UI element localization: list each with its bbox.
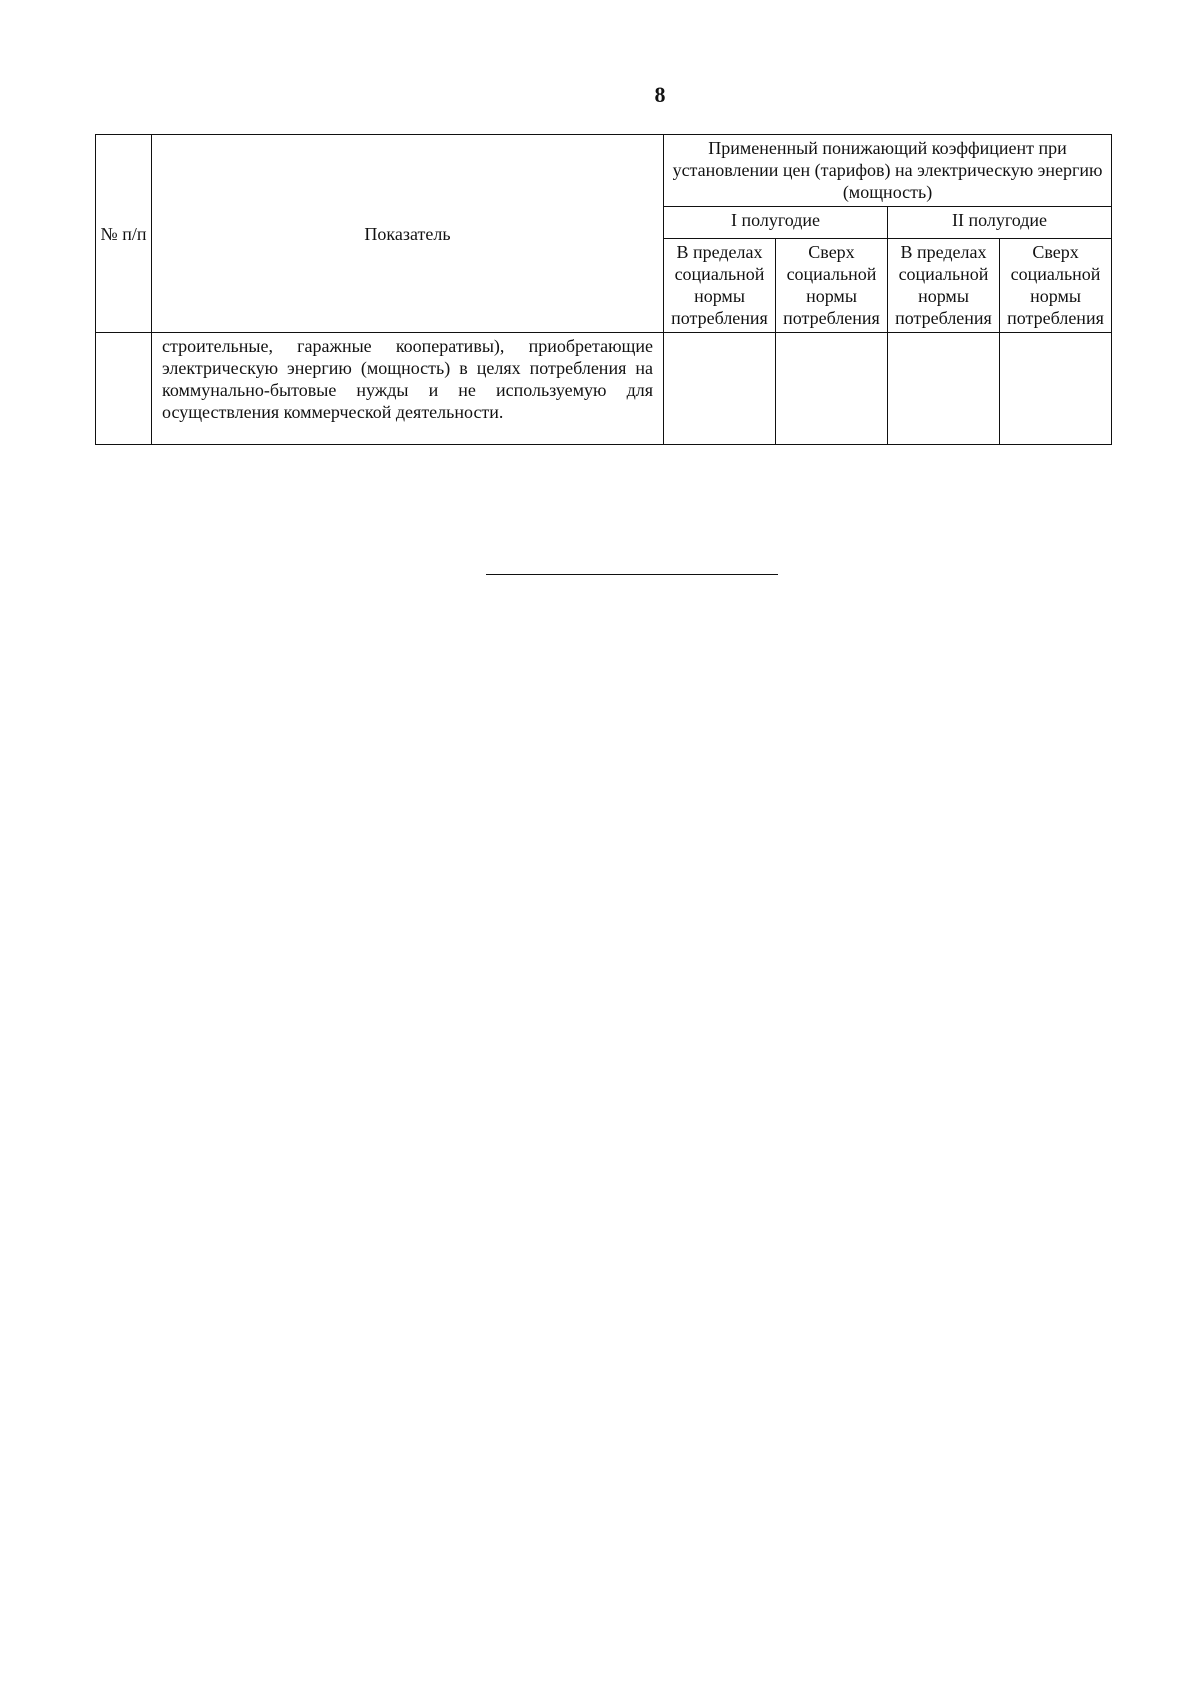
header-sub-1: В пределах социальной нормы потребления (664, 239, 776, 333)
header-sub-4: Сверх социальной нормы потребления (1000, 239, 1112, 333)
header-sub-2: Сверх социальной нормы потребления (776, 239, 888, 333)
row-indicator: строительные, гаражные кооперативы), приобретающие электрическую энергию (мощность) в целях потребления на коммунально-бытовые нужды и не используемую для осуществления коммерческой деятельности. (152, 333, 664, 445)
row-value-4 (1000, 333, 1112, 445)
header-coefficient: Примененный понижающий коэффициент при установлении цен (тарифов) на электрическую энергию (мощность) (664, 135, 1112, 207)
header-half-2: II полугодие (888, 207, 1112, 239)
end-rule (486, 574, 778, 575)
row-value-2 (776, 333, 888, 445)
row-value-1 (664, 333, 776, 445)
header-half-1: I полугодие (664, 207, 888, 239)
row-value-3 (888, 333, 1000, 445)
data-table (95, 134, 1112, 445)
page-number: 8 (654, 82, 666, 107)
header-indicator: Показатель (152, 135, 664, 333)
header-sub-3: В пределах социальной нормы потребления (888, 239, 1000, 333)
row-num (96, 333, 152, 445)
header-num: № п/п (96, 135, 152, 333)
